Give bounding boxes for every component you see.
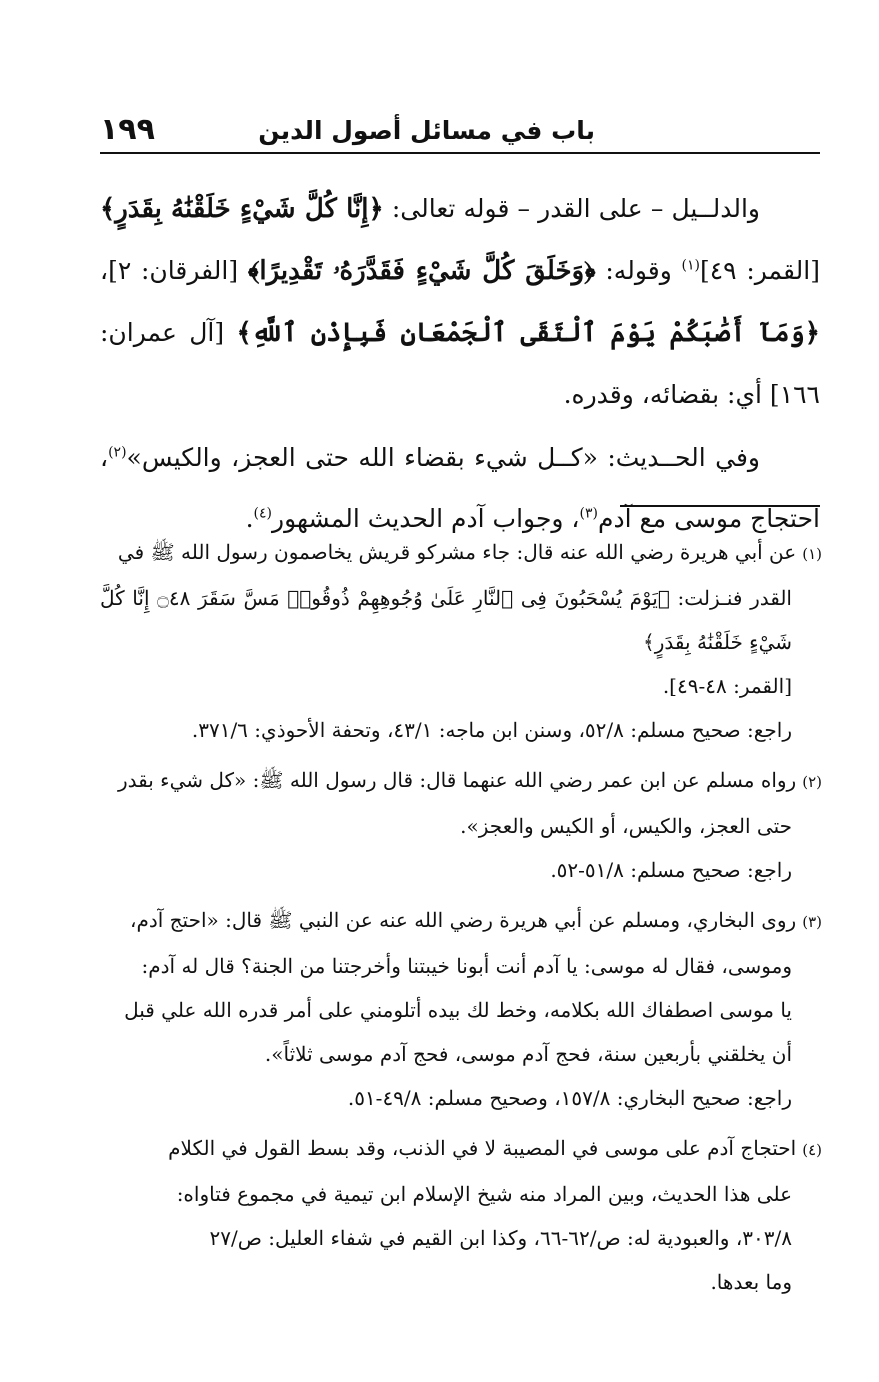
header-rule — [100, 152, 820, 154]
footnote-reference: راجع: صحيح البخاري: ١٥٧/٨، وصحيح مسلم: ٤٩/٨-٥١. — [347, 1086, 792, 1110]
main-text-segment: وفي الحــديث: «كــل شيء بقضاء الله حتى العجز، والكيس» — [126, 443, 760, 472]
quran-verse: ﴿وَخَلَقَ كُلَّ شَيْءٍ فَقَدَّرَهُۥ تَقْدِيرًا﴾ — [247, 256, 596, 286]
quran-verse: ﴿إِنَّا كُلَّ شَيْءٍ خَلَقْنَٰهُ بِقَدَرٍ﴾ — [100, 194, 384, 224]
footnote-reference: راجع: صحيح مسلم: ٥١/٨-٥٢. — [550, 858, 792, 882]
footnote-1 — [100, 530, 822, 752]
footnote-marker: (١) — [681, 257, 700, 274]
main-text-segment: ، وجواب آدم الحديث المشهور — [272, 504, 580, 533]
footnote-line: [القمر: ٤٨-٤٩]. — [662, 674, 792, 698]
main-text-segment: [آل عمران: ١٦٦] أي: بقضائه، وقدره. — [100, 318, 820, 409]
footnote-line: أن يخلقني بأربعين سنة، فحج آدم موسى، فحج آدم موسى ثلاثاً». — [264, 1042, 792, 1066]
running-title: باب في مسائل أصول الدين — [258, 116, 595, 145]
page-number: ١٩٩ — [100, 112, 155, 147]
footnote-number: (٢) — [802, 773, 822, 791]
footnote-separator — [620, 505, 820, 507]
footnote-number: (٤) — [802, 1141, 822, 1159]
main-text-segment: [القمر: ٤٩] — [699, 256, 820, 285]
paragraph-1 — [100, 178, 820, 425]
footnote-3 — [100, 898, 822, 1120]
main-text-segment: . — [245, 504, 254, 533]
footnote-4 — [100, 1126, 822, 1304]
footnote-marker: (٢) — [108, 444, 127, 461]
footnote-line: حتى العجز، والكيس، أو الكيس والعجز». — [460, 814, 792, 838]
footnote-text: رواه مسلم عن ابن عمر رضي الله عنهما قال: قال رسول الله ﷺ: «كل شيء بقدر — [117, 768, 797, 792]
footnote-line — [100, 530, 822, 576]
footnote-line — [100, 758, 822, 804]
footnote-line — [100, 898, 822, 944]
footnote-text: روى البخاري، ومسلم عن أبي هريرة رضي الله عنه عن النبي ﷺ قال: «احتج آدم، — [129, 908, 797, 932]
footnotes — [100, 530, 822, 1310]
footnote-number: (١) — [802, 545, 822, 563]
footnote-marker: (٤) — [253, 505, 272, 522]
quran-verse: ﴿وَمَآ أَصَٰبَكُمْ يَوْمَ ٱلْتَقَى ٱلْجَمْعَانِ فَبِإِذْنِ ٱللَّهِ﴾ — [236, 318, 821, 348]
footnote-line: وما بعدها. — [710, 1270, 792, 1294]
footnote-line: القدر فنـزلت: ﴿يَوْمَ يُسْحَبُونَ فِى ٱلنَّارِ عَلَىٰ وُجُوهِهِمْ ذُوقُوا۟ مَسَّ سَقَرَ ۝٤٨ إِنَّا كُلَّ شَيْءٍ خَلَقْنَٰهُ بِقَدَرٍ﴾ — [100, 586, 792, 654]
page-header — [100, 112, 820, 152]
footnote-line: على هذا الحديث، وبين المراد منه شيخ الإسلام ابن تيمية في مجموع فتاواه: — [176, 1182, 792, 1206]
footnote-reference: راجع: صحيح مسلم: ٥٢/٨، وسنن ابن ماجه: ٤٣/١، وتحفة الأحوذي: ٣٧١/٦. — [191, 718, 792, 742]
footnote-line — [100, 1126, 822, 1172]
footnote-2 — [100, 758, 822, 892]
main-text-segment: والدلــيل – على القدر – قوله تعالى: — [383, 194, 760, 223]
footnote-text: عن أبي هريرة رضي الله عنه قال: جاء مشركو قريش يخاصمون رسول الله ﷺ في — [117, 540, 797, 564]
footnote-number: (٣) — [802, 913, 822, 931]
footnote-marker: (٣) — [579, 505, 598, 522]
footnote-line: يا موسى اصطفاك الله بكلامه، وخط لك بيده أتلومني على أمر قدره الله علي قبل — [124, 998, 792, 1022]
main-text-segment: ، احتجاج موسى مع آدم — [100, 443, 820, 533]
footnote-line: ٣٠٣/٨، والعبودية له: ص/٦٢-٦٦، وكذا ابن القيم في شفاء العليل: ص/٢٧ — [209, 1226, 792, 1250]
main-text — [100, 178, 820, 549]
footnote-text: احتجاج آدم على موسى في المصيبة لا في الذنب، وقد بسط القول في الكلام — [168, 1136, 797, 1160]
main-text-segment: [الفرقان: ٢]، — [100, 256, 248, 285]
main-text-segment: وقوله: — [595, 256, 682, 285]
footnote-line: وموسى، فقال له موسى: يا آدم أنت أبونا خيبتنا وأخرجتنا من الجنة؟ قال له آدم: — [141, 954, 792, 978]
